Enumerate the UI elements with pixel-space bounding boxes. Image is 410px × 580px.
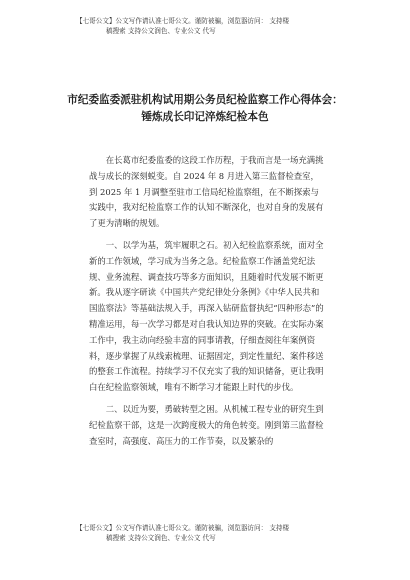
paragraph-section-two: 二、以近为要，勇破转型之困。从机械工程专业的研究生到纪检监察干部，这是一次跨度极大的角色转变。刚到第三监督检查室时，高强度、高压力的工作节奏，以及繁杂的 [89,403,324,446]
header-note-line2: 稿搜索 支持公文润色、专业公文 代写 [106,26,216,35]
header-note-line1: 【七哥公文】公文写作请认准七哥公文。谨防被骗，浏览器访问： 支持楼 [76,17,290,25]
footer-note-line1: 【七哥公文】公文写作请认准七哥公文。谨防被骗，浏览器访问： 支持楼 [76,524,290,532]
footer-watermark-note [76,524,346,543]
paragraph-intro: 在长葛市纪委监委的这段工作历程，于我而言是一场充满挑战与成长的深刻蜕变。自 2024 年 8 月进入第三监督检查室，到 2025 年 1 月调整至驻市工信局纪检监察组，在不断探索与实践中，我对纪检监察工作的认知不断深化，也对自身的发展有了更为清晰的规划。 [89,155,324,229]
document-title [0,92,410,126]
title-line2: 锤炼成长印记淬炼纪检本色 [141,111,269,123]
footer-note-line2: 稿搜索 支持公文润色、专业公文 代写 [106,533,216,542]
title-line1: 市纪委监委派驻机构试用期公务员纪检监察工作心得体会： [67,94,343,106]
header-watermark-note [76,17,346,36]
document-body [89,153,327,449]
paragraph-section-one: 一、以学为基，筑牢履职之石。初入纪检监察系统，面对全新的工作领域，学习成为当务之急。纪检监察工作涵盖党纪法规、业务流程、调查技巧等多方面知识，且随着时代发展不断更新。我从逐字研读《中国共产党纪律处分条例》《中华人民共和国监察法》等基础法规入手，再深入钻研监督执纪“四种形态”的精准运用，每一次学习都是对自我认知边界的突破。在实际办案工作中，我主动向经验丰富的同事请教，仔细查阅往年案例资料，逐步掌握了从线索梳理、证据固定，到定性量纪、案件移送的整套工作流程。持续学习不仅充实了我的知识储备，更让我明白在纪检监察领域，唯有不断学习才能跟上时代的步伐。 [89,239,324,393]
